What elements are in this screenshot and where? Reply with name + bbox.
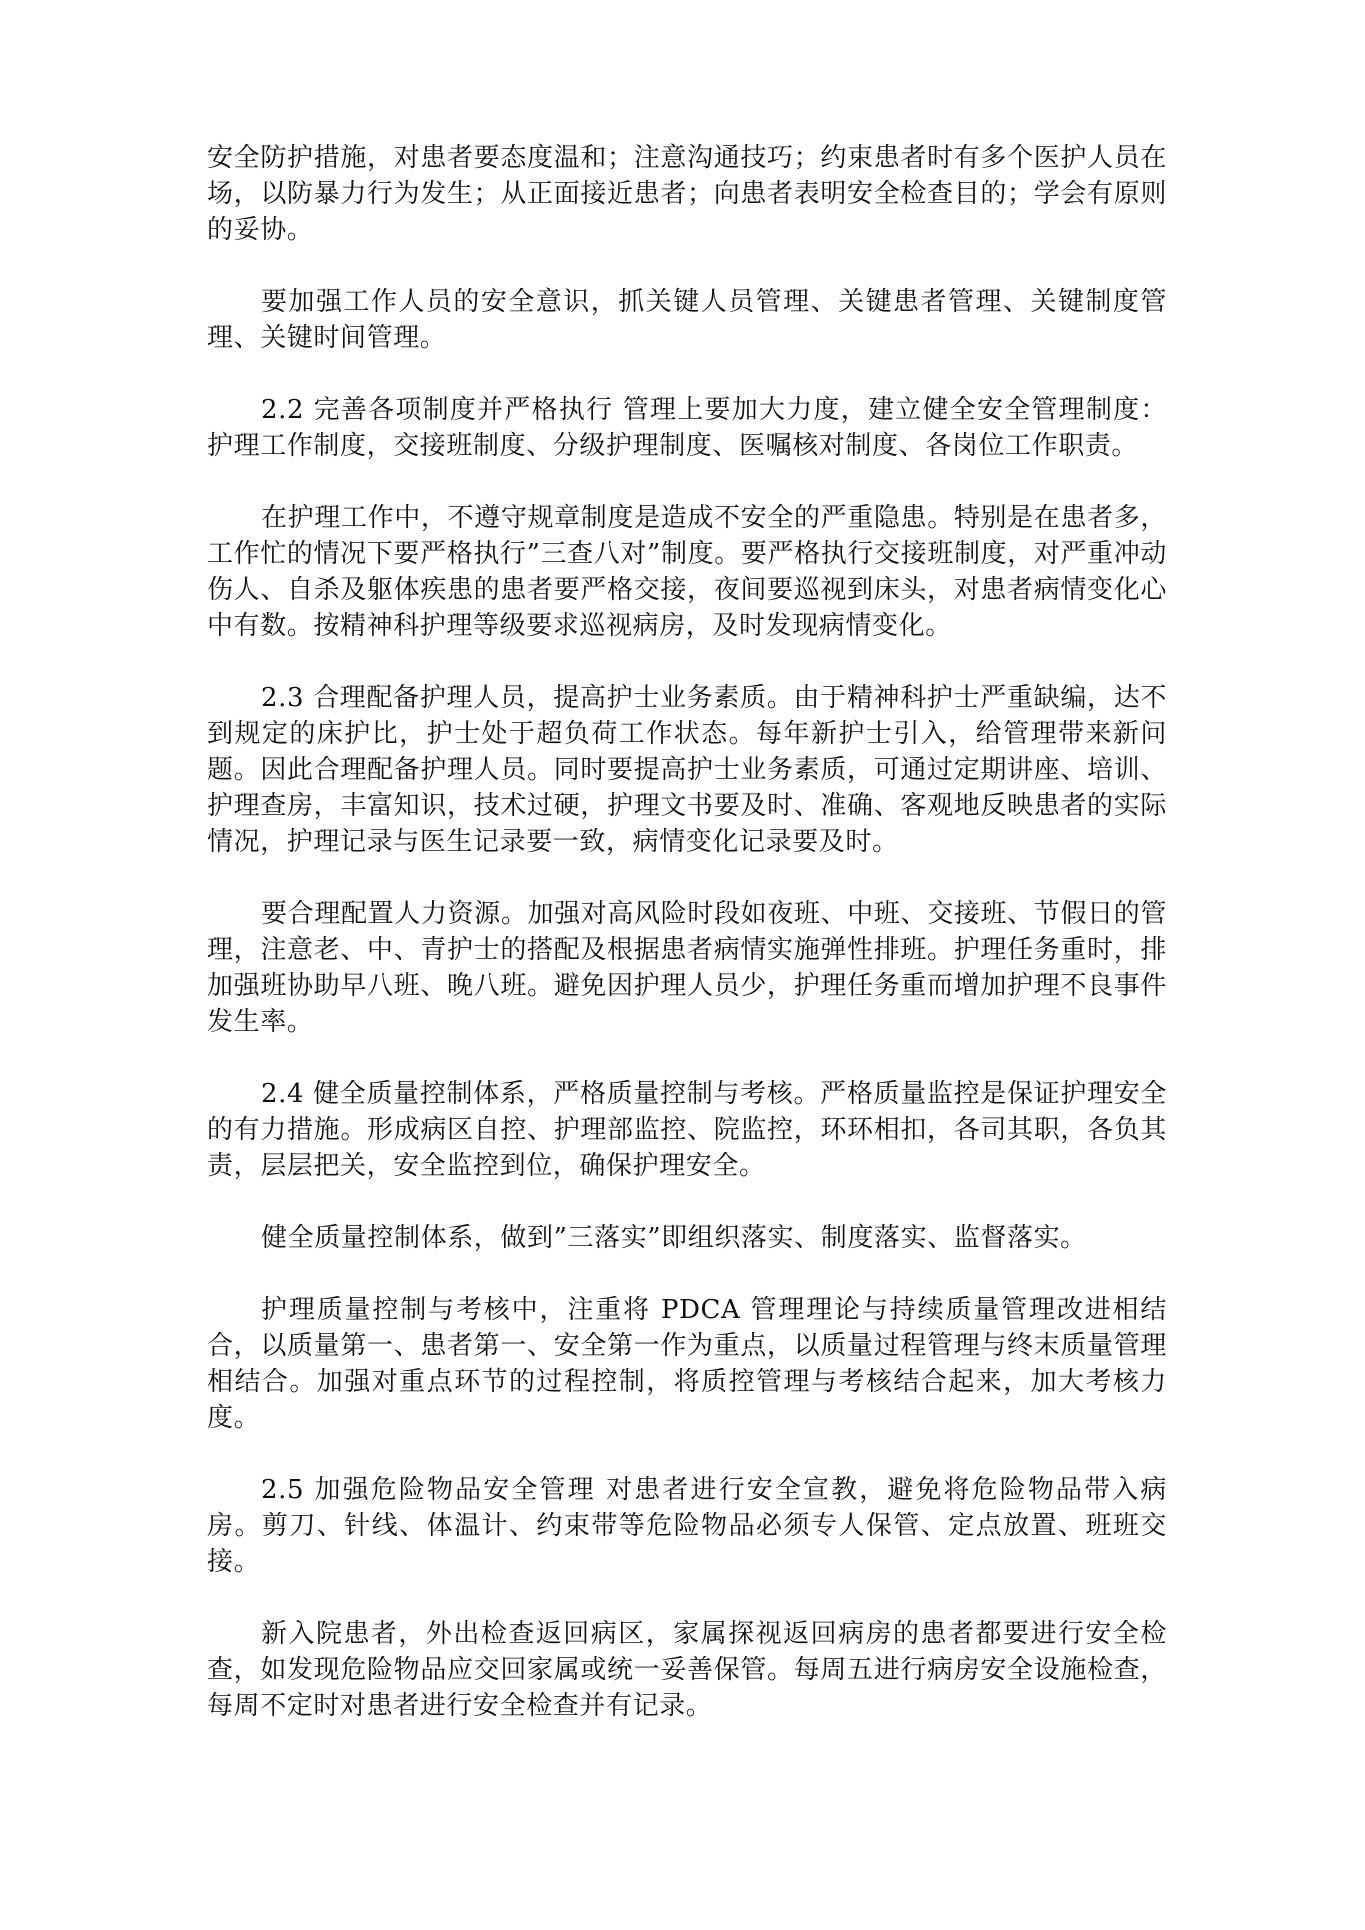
paragraph-section-2-5: 2.5 加强危险物品安全管理 对患者进行安全宣教，避免将危险物品带入病房。剪刀、针线、体温计、约束带等危险物品必须专人保管、定点放置、班班交接。 [207, 1475, 1167, 1577]
paragraph-new-patient-checks: 新入院患者，外出检查返回病区，家属探视返回病房的患者都要进行安全检查，如发现危险物品应交回家属或统一妥善保管。每周五进行病房安全设施检查，每周不定时对患者进行安全检查并有记录。 [207, 1619, 1167, 1721]
paragraph-rules-compliance: 在护理工作中，不遵守规章制度是造成不安全的严重隐患。特别是在患者多，工作忙的情况下要严格执行”三查八对”制度。要严格执行交接班制度，对严重冲动伤人、自杀及躯体疾患的患者要严格交接，夜间要巡视到床头，对患者病情变化心中有数。按精神科护理等级要求巡视病房，及时发现病情变化。 [207, 503, 1167, 641]
paragraph-section-2-2: 2.2 完善各项制度并严格执行 管理上要加大力度，建立健全安全管理制度：护理工作制度，交接班制度、分级护理制度、医嘱核对制度、各岗位工作职责。 [207, 395, 1167, 461]
paragraph-staff-safety-awareness: 要加强工作人员的安全意识，抓关键人员管理、关键患者管理、关键制度管理、关键时间管理。 [207, 287, 1167, 353]
paragraph-section-2-4: 2.4 健全质量控制体系，严格质量控制与考核。严格质量监控是保证护理安全的有力措施。形成病区自控、护理部监控、院监控，环环相扣，各司其职，各负其责，层层把关，安全监控到位，确保护理安全。 [207, 1079, 1167, 1181]
paragraph-pdca: 护理质量控制与考核中，注重将 PDCA 管理理论与持续质量管理改进相结合，以质量第一、患者第一、安全第一作为重点，以质量过程管理与终末质量管理相结合。加强对重点环节的过程控制，将质控管理与考核结合起来，加大考核力度。 [207, 1295, 1167, 1433]
paragraph-human-resources: 要合理配置人力资源。加强对高风险时段如夜班、中班、交接班、节假日的管理，注意老、中、青护士的搭配及根据患者病情实施弹性排班。护理任务重时，排加强班协助早八班、晚八班。避免因护理人员少，护理任务重而增加护理不良事件发生率。 [207, 899, 1167, 1037]
paragraph-three-implementations: 健全质量控制体系，做到”三落实”即组织落实、制度落实、监督落实。 [261, 1223, 1087, 1253]
paragraph-safety-measures: 安全防护措施，对患者要态度温和；注意沟通技巧；约束患者时有多个医护人员在场，以防暴力行为发生；从正面接近患者；向患者表明安全检查目的；学会有原则的妥协。 [207, 143, 1167, 245]
paragraph-section-2-3: 2.3 合理配备护理人员，提高护士业务素质。由于精神科护士严重缺编，达不到规定的床护比，护士处于超负荷工作状态。每年新护士引入，给管理带来新问题。因此合理配备护理人员。同时要提高护士业务素质，可通过定期讲座、培训、护理查房，丰富知识，技术过硬，护理文书要及时、准确、客观地反映患者的实际情况，护理记录与医生记录要一致，病情变化记录要及时。 [207, 683, 1167, 857]
document-page [207, 140, 1167, 1760]
